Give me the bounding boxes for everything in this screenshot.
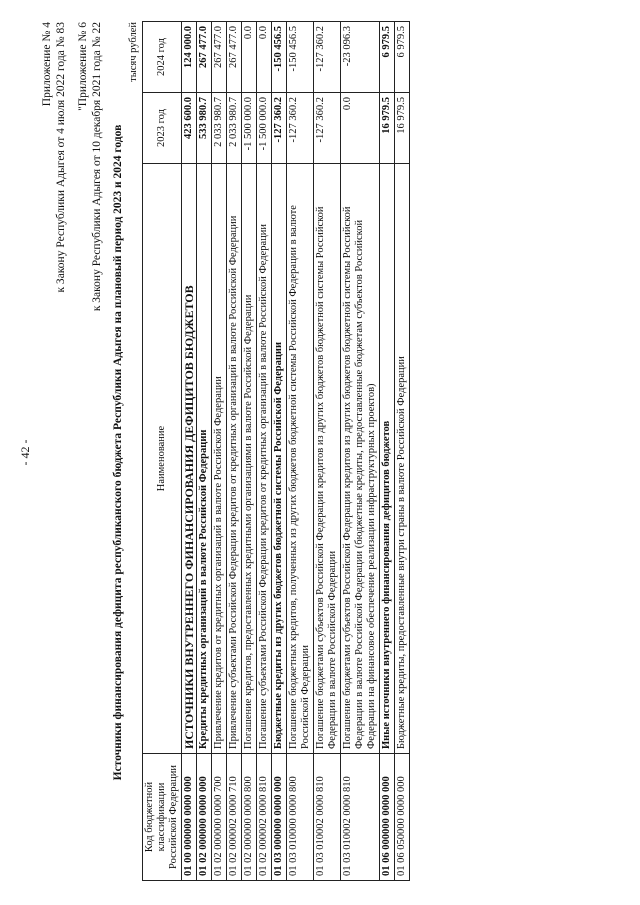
table-row (182, 22, 197, 881)
annex-original-number: "Приложение № 6 (77, 22, 89, 111)
row-value-2024: -23 096.3 (341, 22, 380, 93)
page-number: - 42 - (18, 439, 32, 466)
annex-number: Приложение № 4 (41, 22, 53, 107)
row-code: 01 03 010002 0000 810 (314, 754, 341, 881)
annex-original-law-reference: к Закону Республики Адыгея от 10 декабря 2021 года № 22 (91, 22, 103, 312)
row-value-2024: 267 477.0 (212, 22, 227, 93)
row-name: Кредиты кредитных организаций в валюте Российской Федерации (197, 164, 212, 754)
row-value-2023: 533 980.7 (197, 93, 212, 164)
row-name: Погашение кредитов, предоставленных кредитными организациями в валюте Российской Федерации (242, 164, 257, 754)
row-name: ИСТОЧНИКИ ВНУТРЕННЕГО ФИНАНСИРОВАНИЯ ДЕФИЦИТОВ БЮДЖЕТОВ (182, 164, 197, 754)
row-code: 01 02 000002 0000 710 (227, 754, 242, 881)
row-code: 01 02 000000 0000 000 (197, 754, 212, 881)
table-row (197, 22, 212, 881)
row-value-2024: 124 000.0 (182, 22, 197, 93)
row-code: 01 06 050000 0000 000 (395, 754, 410, 881)
row-value-2024: -150 456.5 (287, 22, 314, 93)
table-row (314, 22, 341, 881)
row-value-2023: -127 360.2 (314, 93, 341, 164)
table-row (272, 22, 287, 881)
financing-sources-table (142, 21, 410, 881)
annex-law-reference: к Закону Республики Адыгея от 4 июля 2022 года № 83 (55, 22, 67, 293)
row-name: Привлечение кредитов от кредитных организаций в валюте Российской Федерации (212, 164, 227, 754)
row-code: 01 03 010000 0000 800 (287, 754, 314, 881)
row-name: Погашение бюджетами субъектов Российской Федерации кредитов из других бюджетов бюджетной системы Российской Федерации в валюте Российской Федерации (бюджетные кредиты, предоставленные бюджетам субъектов Российской Федерации на финансовое обеспечение реализации инфраструктурных проектов) (341, 164, 380, 754)
row-code: 01 03 010002 0000 810 (341, 754, 380, 881)
row-code: 01 02 000000 0000 700 (212, 754, 227, 881)
row-value-2024: -150 456.5 (272, 22, 287, 93)
row-value-2024: 0.0 (257, 22, 272, 93)
header-code: Код бюджетной классификации Российской Федерации (143, 754, 182, 881)
row-value-2024: 6 979.5 (395, 22, 410, 93)
row-code: 01 02 000002 0000 810 (257, 754, 272, 881)
row-code: 01 06 000000 0000 000 (380, 754, 395, 881)
row-code: 01 03 000000 0000 000 (272, 754, 287, 881)
table-row (395, 22, 410, 881)
row-value-2024: 267 477.0 (197, 22, 212, 93)
row-value-2023: 423 600.0 (182, 93, 197, 164)
table-row (257, 22, 272, 881)
document-title: Источники финансирования дефицита республиканского бюджета Республики Адыгея на плановый период 2023 и 2024 годов (112, 124, 124, 781)
row-name: Бюджетные кредиты из других бюджетов бюджетной системы Российской Федерации (272, 164, 287, 754)
table-row (212, 22, 227, 881)
row-value-2023: 16 979.5 (380, 93, 395, 164)
row-value-2023: 2 033 980.7 (227, 93, 242, 164)
table-row (227, 22, 242, 881)
row-value-2024: 267 477.0 (227, 22, 242, 93)
annex-header-current (40, 22, 68, 293)
header-2023: 2023 год (143, 93, 182, 164)
table-row (242, 22, 257, 881)
row-value-2024: 6 979.5 (380, 22, 395, 93)
row-name: Бюджетные кредиты, предоставленные внутри страны в валюте Российской Федерации (395, 164, 410, 754)
row-value-2024: 0.0 (242, 22, 257, 93)
row-name: Погашение бюджетами субъектов Российской Федерации кредитов из других бюджетов бюджетной системы Российской Федерации в валюте Российской Федерации (314, 164, 341, 754)
row-value-2023: 0.0 (341, 93, 380, 164)
row-name: Привлечение субъектами Российской Федерации кредитов от кредитных организаций в валюте Российской Федерации (227, 164, 242, 754)
row-name: Погашение субъектами Российской Федерации кредитов от кредитных организаций в валюте Российской Федерации (257, 164, 272, 754)
header-name: Наименование (143, 164, 182, 754)
table-header-row (143, 22, 182, 881)
table-row (287, 22, 314, 881)
row-name: Погашение бюджетных кредитов, полученных из других бюджетов бюджетной системы Российской Федерации в валюте Российской Федерации (287, 164, 314, 754)
header-2024: 2024 год (143, 22, 182, 93)
annex-header-original (76, 22, 104, 311)
row-value-2023: 2 033 980.7 (212, 93, 227, 164)
row-value-2023: -1 500 000.0 (242, 93, 257, 164)
row-name: Иные источники внутреннего финансирования дефицитов бюджетов (380, 164, 395, 754)
table-row (341, 22, 380, 881)
row-value-2024: -127 360.2 (314, 22, 341, 93)
units-label: тысяч рублей (128, 22, 139, 82)
row-value-2023: 16 979.5 (395, 93, 410, 164)
row-value-2023: -1 500 000.0 (257, 93, 272, 164)
table-row (380, 22, 395, 881)
row-code: 01 02 000000 0000 800 (242, 754, 257, 881)
row-code: 01 00 000000 0000 000 (182, 754, 197, 881)
row-value-2023: -127 360.2 (272, 93, 287, 164)
row-value-2023: -127 360.2 (287, 93, 314, 164)
